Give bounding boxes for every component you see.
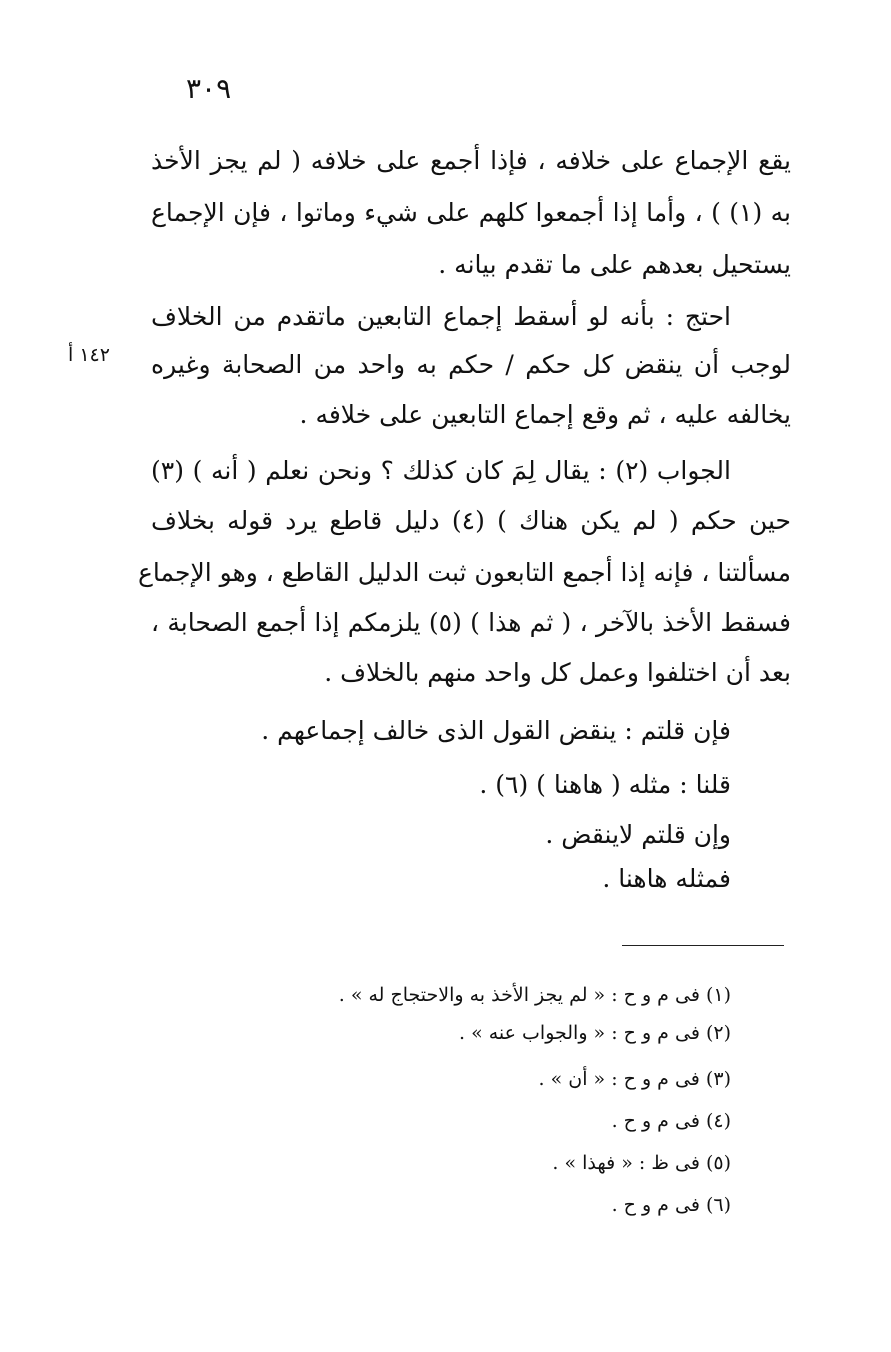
objection-line-2: وإن قلتم لاينقض . (545, 820, 731, 849)
page-number: ٣٠٩ (186, 72, 232, 105)
reply-line: قلنا : مثله ( هاهنا ) (٦) . (479, 770, 731, 799)
reply-line-2: فمثله هاهنا . (602, 864, 731, 893)
paragraph-2-line-3: يخالفه عليه ، ثم وقع إجماع التابعين على خلافه . (299, 400, 791, 429)
footnote-5: (٥) فى ظ : « فهذا » . (552, 1152, 731, 1174)
footnote-1: (١) فى م و ح : « لم يجز الأخذ به والاحتجاج له » . (338, 984, 731, 1006)
paragraph-3-line-1: الجواب (٢) : يقال لِمَ كان كذلك ؟ ونحن نعلم ( أنه ) (٣) (151, 456, 731, 485)
paragraph-2-line-1: احتج : بأنه لو أسقط إجماع التابعين ماتقدم من الخلاف (151, 302, 731, 331)
paragraph-1-line-2: به (١) ) ، وأما إذا أجمعوا كلهم على شيء وماتوا ، فإن الإجماع (151, 198, 791, 227)
objection-line: فإن قلتم : ينقض القول الذى خالف إجماعهم . (261, 716, 731, 745)
paragraph-3-line-4: فسقط الأخذ بالآخر ، ( ثم هذا ) (٥) يلزمكم إذا أجمع الصحابة ، (151, 608, 791, 637)
paragraph-1-line-3: يستحيل بعدهم على ما تقدم بيانه . (438, 250, 791, 279)
footnote-separator (622, 945, 784, 946)
footnote-4: (٤) فى م و ح . (611, 1110, 731, 1132)
footnote-3: (٣) فى م و ح : « أن » . (538, 1068, 731, 1090)
paragraph-1-line-1: يقع الإجماع على خلافه ، فإذا أجمع على خلافه ( لم يجز الأخذ (151, 146, 791, 175)
footnote-6: (٦) فى م و ح . (611, 1194, 731, 1216)
paragraph-3-line-5: بعد أن اختلفوا وعمل كل واحد منهم بالخلاف . (324, 658, 791, 687)
paragraph-3-line-3: مسألتنا ، فإنه إذا أجمع التابعون ثبت الدليل القاطع ، وهو الإجماع (138, 558, 791, 587)
paragraph-2-line-2: لوجب أن ينقض كل حكم / حكم به واحد من الصحابة وغيره (151, 350, 791, 379)
manuscript-folio-marker: ١٤٢ أ (68, 344, 110, 366)
paragraph-3-line-2: حين حكم ( لم يكن هناك ) (٤) دليل قاطع يرد قوله بخلاف (151, 506, 791, 535)
footnote-2: (٢) فى م و ح : « والجواب عنه » . (458, 1022, 731, 1044)
